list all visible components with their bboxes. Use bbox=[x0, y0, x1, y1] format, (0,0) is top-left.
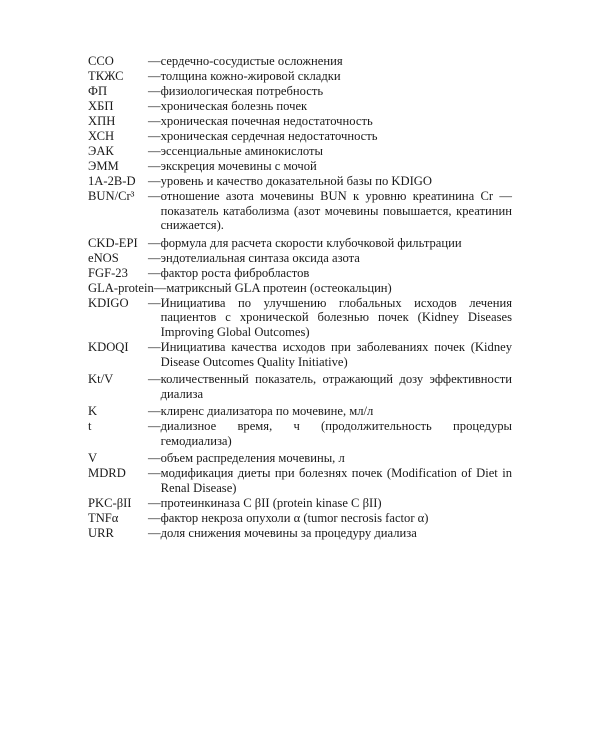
list-item bbox=[88, 404, 512, 419]
definition: матриксный GLA протеин (остеокальцин) bbox=[166, 280, 392, 295]
abbreviation: FGF-23 bbox=[88, 265, 128, 280]
dash-separator: — bbox=[148, 158, 161, 173]
abbreviation: ТКЖС bbox=[88, 68, 124, 83]
dash-separator: — bbox=[148, 419, 161, 434]
abbreviation: GLA-protein bbox=[88, 280, 154, 295]
dash-separator: — bbox=[148, 235, 161, 250]
definition: экскреция мочевины с мочой bbox=[160, 158, 317, 173]
dash-separator: — bbox=[148, 54, 161, 68]
list-item bbox=[88, 84, 512, 99]
list-item bbox=[88, 419, 512, 449]
abbreviation: PKC-βII bbox=[88, 495, 132, 510]
dash-separator: — bbox=[148, 250, 161, 265]
definition: Инициатива качества исходов при заболеваниях почек (Kidney Disease Outcomes Quality Initiative) bbox=[160, 340, 512, 369]
list-item bbox=[88, 114, 512, 129]
list-item bbox=[88, 451, 512, 466]
abbreviation: eNOS bbox=[88, 250, 119, 265]
abbreviation: CKD-EPI bbox=[88, 235, 138, 250]
definition: уровень и качество доказательной базы по KDIGO bbox=[160, 173, 432, 188]
definition: формула для расчета скорости клубочковой фильтрации bbox=[160, 235, 462, 250]
abbreviation: MDRD bbox=[88, 466, 126, 481]
dash-separator: — bbox=[148, 495, 161, 510]
list-item bbox=[88, 296, 512, 340]
dash-separator: — bbox=[148, 340, 161, 355]
definition: диализное время, ч (продолжительность процедуры гемодиализа) bbox=[160, 419, 512, 448]
dash-separator: — bbox=[148, 451, 161, 466]
dash-separator: — bbox=[148, 98, 161, 113]
abbreviation: V bbox=[88, 451, 98, 466]
definition: эссенциальные аминокислоты bbox=[160, 143, 323, 158]
dash-separator: — bbox=[148, 404, 161, 419]
list-item bbox=[88, 236, 512, 251]
list-item bbox=[88, 129, 512, 144]
abbreviation: ЭАК bbox=[88, 143, 114, 158]
list-item bbox=[88, 526, 512, 541]
abbreviation: BUN/Cr³ bbox=[88, 188, 135, 203]
abbreviation: TNFα bbox=[88, 510, 119, 525]
dash-separator: — bbox=[148, 113, 161, 128]
definition: отношение азота мочевины BUN к уровню креатинина Cr — показатель катаболизма (азот мочевины повышается, креатинин снижается). bbox=[160, 188, 512, 233]
list-item bbox=[88, 69, 512, 84]
definition: хроническая почечная недостаточность bbox=[160, 113, 373, 128]
list-item bbox=[88, 189, 512, 233]
abbreviation: ХБП bbox=[88, 98, 114, 113]
list-item bbox=[88, 144, 512, 159]
list-item bbox=[88, 511, 512, 526]
dash-separator: — bbox=[148, 173, 161, 188]
list-item bbox=[88, 159, 512, 174]
abbreviation: KDOQI bbox=[88, 340, 129, 355]
dash-separator: — bbox=[148, 510, 161, 525]
definition: модификация диеты при болезнях почек (Modification of Diet in Renal Disease) bbox=[160, 466, 512, 495]
abbreviation: ССО bbox=[88, 54, 114, 68]
list-item bbox=[88, 99, 512, 114]
dash-separator: — bbox=[148, 295, 161, 310]
definition: хроническая болезнь почек bbox=[160, 98, 308, 113]
dash-separator: — bbox=[148, 68, 161, 83]
list-item bbox=[88, 251, 512, 266]
definition: толщина кожно-жировой складки bbox=[160, 68, 341, 83]
definition: фактор некроза опухоли α (tumor necrosis factor α) bbox=[160, 510, 429, 525]
dash-separator: — bbox=[153, 280, 167, 295]
abbreviation: ХСН bbox=[88, 128, 115, 143]
dash-separator: — bbox=[148, 83, 161, 98]
abbreviation: ХПН bbox=[88, 113, 116, 128]
list-item bbox=[88, 466, 512, 496]
abbreviation: 1A-2B-D bbox=[88, 173, 136, 188]
definition: протеинкиназа С βII (protein kinase C βII) bbox=[160, 495, 382, 510]
dash-separator: — bbox=[148, 143, 161, 158]
dash-separator: — bbox=[148, 265, 161, 280]
definition: сердечно-сосудистые осложнения bbox=[160, 54, 343, 68]
abbreviation: ЭММ bbox=[88, 158, 119, 173]
definition: доля снижения мочевины за процедуру диализа bbox=[160, 525, 417, 540]
list-item bbox=[88, 281, 512, 296]
abbreviation: t bbox=[88, 419, 92, 434]
abbreviation: Kt/V bbox=[88, 372, 114, 387]
dash-separator: — bbox=[148, 188, 161, 203]
definition: эндотелиальная синтаза оксида азота bbox=[160, 250, 360, 265]
definition: фактор роста фибробластов bbox=[160, 265, 310, 280]
definition: количественный показатель, отражающий дозу эффективности диализа bbox=[160, 372, 512, 401]
list-item bbox=[88, 266, 512, 281]
list-item bbox=[88, 496, 512, 511]
abbreviation: URR bbox=[88, 525, 114, 540]
list-item bbox=[88, 54, 512, 69]
list-item bbox=[88, 340, 512, 370]
abbreviation: K bbox=[88, 404, 98, 419]
definition: физиологическая потребность bbox=[160, 83, 324, 98]
abbreviation-list bbox=[88, 54, 512, 541]
dash-separator: — bbox=[148, 525, 161, 540]
definition: Инициатива по улучшению глобальных исходов лечения пациентов с хронической болезнью почек (Kidney Diseases Improving Global Outcomes) bbox=[160, 295, 512, 340]
definition: хроническая сердечная недостаточность bbox=[160, 128, 378, 143]
dash-separator: — bbox=[148, 372, 161, 387]
definition: объем распределения мочевины, л bbox=[160, 451, 345, 466]
dash-separator: — bbox=[148, 128, 161, 143]
definition: клиренс диализатора по мочевине, мл/л bbox=[160, 404, 374, 419]
dash-separator: — bbox=[148, 466, 161, 481]
abbreviation: ФП bbox=[88, 83, 108, 98]
list-item bbox=[88, 372, 512, 402]
list-item bbox=[88, 174, 512, 189]
abbreviation: KDIGO bbox=[88, 295, 129, 310]
